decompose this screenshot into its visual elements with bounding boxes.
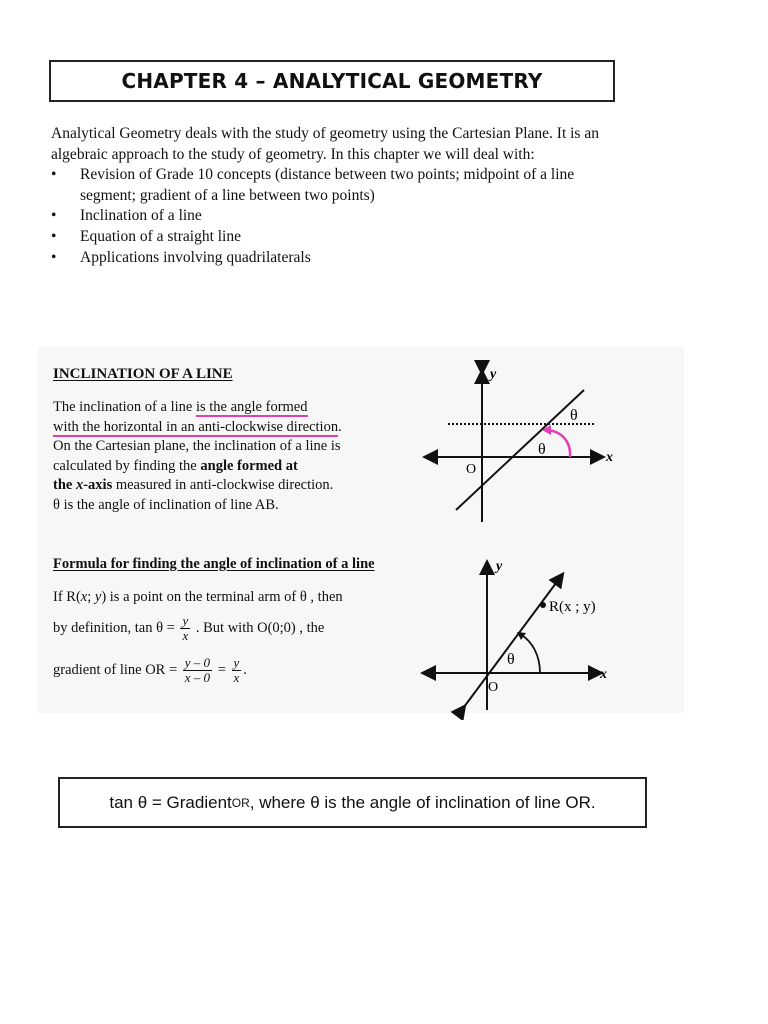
text-line — [53, 614, 324, 643]
x-axis-label: x — [600, 667, 607, 682]
text-span: . But with O(0;0) , the — [195, 619, 325, 636]
text-span: measured in anti-clockwise direction. — [112, 477, 334, 493]
fraction — [183, 656, 212, 685]
text-span: y — [94, 589, 102, 605]
denominator: x — [182, 628, 189, 643]
numerator: y — [182, 613, 189, 628]
text-span: = — [217, 661, 226, 678]
origin-label: O — [488, 680, 499, 695]
line-or — [464, 575, 562, 707]
text-span: the — [53, 477, 76, 493]
text-span: If R( — [53, 589, 81, 605]
origin-label: O — [466, 462, 477, 477]
denominator: x – 0 — [184, 670, 211, 685]
angle-arc — [520, 634, 540, 673]
topic-item: • Revision of Grade 10 concepts (distance between two points; midpoint of a line segment; gradient of a line between two points) — [51, 165, 621, 206]
text-span: The inclination of a line — [53, 399, 196, 415]
text-line — [53, 476, 393, 496]
text-span: -axis — [83, 477, 113, 493]
text-span: calculated by finding the — [53, 457, 201, 474]
text-span: . — [338, 418, 342, 435]
text-span: by definition, tan θ = — [53, 619, 175, 636]
angle-arc — [544, 430, 570, 457]
theta-label: θ — [538, 441, 546, 458]
chapter-title: CHAPTER 4 – ANALYTICAL GEOMETRY — [121, 69, 543, 93]
y-axis-label: y — [490, 367, 497, 382]
bold-text: angle formed at — [200, 457, 298, 474]
text-line — [53, 418, 393, 438]
formula-text: tan θ = Gradient — [109, 792, 232, 812]
text-line — [53, 656, 247, 685]
text-span: x — [80, 589, 88, 605]
inclination-heading: INCLINATION OF A LINE — [53, 366, 233, 382]
topic-item: • Equation of a straight line — [51, 227, 621, 248]
text-span: x — [75, 477, 84, 493]
text-span: ; — [87, 589, 95, 605]
formula-text: , where θ is the angle of inclination of line OR. — [249, 792, 596, 812]
key-formula-box — [58, 777, 647, 828]
text-span: ) is a point on the terminal arm of θ , then — [101, 589, 343, 605]
fraction — [232, 656, 242, 685]
theta-label: θ — [570, 407, 578, 424]
point-r — [540, 602, 546, 608]
x-axis-label: x — [606, 450, 613, 465]
bold-text — [53, 477, 112, 493]
topic-list — [51, 165, 621, 268]
inclination-text — [53, 398, 393, 515]
chapter-title-box — [49, 60, 615, 102]
topic-item: • Applications involving quadrilaterals — [51, 248, 621, 269]
highlighted-text: is the angle formed — [195, 399, 308, 415]
terminal-arm-diagram — [418, 555, 628, 720]
numerator: y – 0 — [184, 655, 211, 670]
text-line — [53, 457, 393, 477]
text-span: gradient of line OR = — [53, 661, 178, 678]
theta-label: θ — [507, 651, 515, 668]
fraction — [180, 614, 190, 643]
y-axis-label: y — [496, 559, 503, 574]
intro-section — [51, 124, 621, 268]
point-r-label: R(x ; y) — [549, 599, 596, 615]
formula-subscript: OR — [231, 795, 250, 810]
inclination-diagram — [420, 360, 620, 530]
intro-paragraph: Analytical Geometry deals with the study of geometry using the Cartesian Plane. It is an algebraic approach to the study of geometry. In this chapter we will deal with: — [51, 125, 599, 163]
text-line: θ is the angle of inclination of line AB. — [53, 496, 279, 513]
highlighted-text: with the horizontal in an anti-clockwise direction — [53, 418, 339, 435]
text-span: . — [243, 661, 247, 678]
arc-arrowhead — [517, 632, 526, 640]
text-line — [53, 398, 393, 418]
topic-item: • Inclination of a line — [51, 206, 621, 227]
numerator: y — [233, 655, 240, 670]
text-line: On the Cartesian plane, the inclination of a line is — [53, 438, 341, 454]
text-line — [53, 589, 343, 606]
denominator: x — [233, 670, 240, 685]
formula-heading: Formula for finding the angle of inclination of a line — [53, 556, 375, 572]
inclined-line — [456, 390, 584, 510]
